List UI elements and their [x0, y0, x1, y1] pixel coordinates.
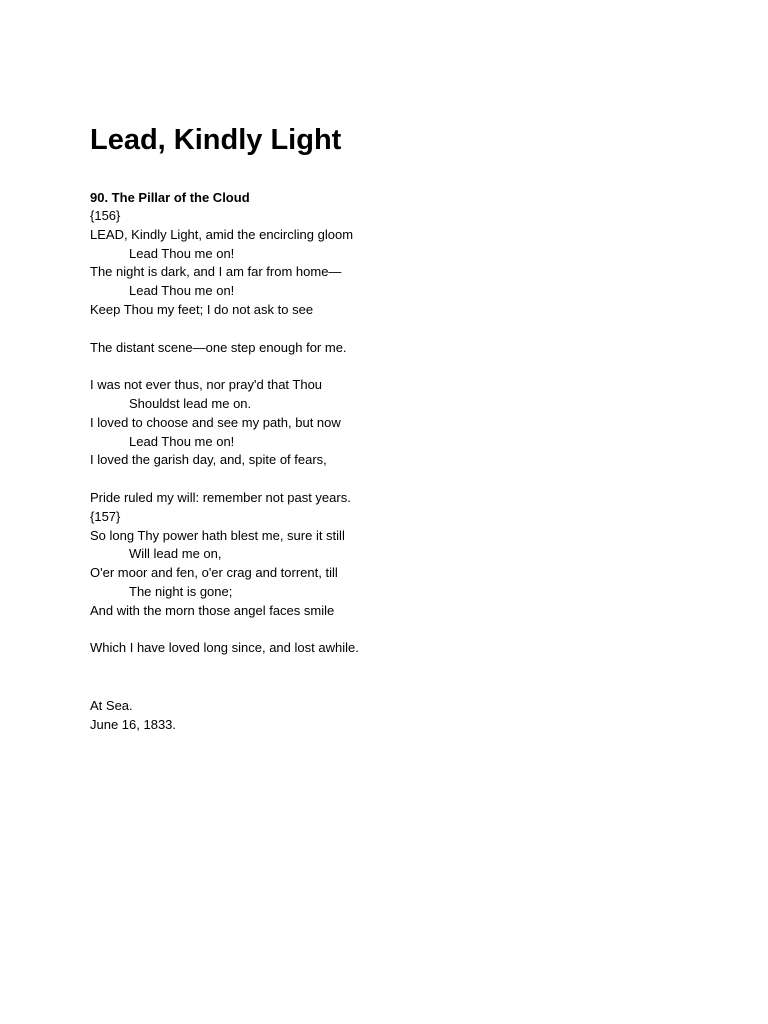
poem-line: Keep Thou my feet; I do not ask to see — [90, 301, 314, 317]
poem-line: Shouldst lead me on. — [129, 395, 252, 411]
poem-line: Lead Thou me on! — [129, 433, 235, 449]
poem-line: The distant scene—one step enough for me. — [90, 339, 347, 355]
signoff-place: At Sea. — [90, 698, 133, 713]
poem-line: Pride ruled my will: remember not past years. — [90, 489, 351, 505]
poem-line: {157} — [90, 508, 121, 524]
poem-line: I was not ever thus, nor pray'd that Thou — [90, 377, 323, 393]
poem-line: And with the morn those angel faces smile — [90, 602, 335, 618]
poem-line: Will lead me on, — [129, 546, 222, 562]
poem-line: So long Thy power hath blest me, sure it still — [90, 527, 345, 543]
poem-line: Lead Thou me on! — [129, 283, 235, 299]
stanza-gap — [90, 621, 359, 640]
poem-line: LEAD, Kindly Light, amid the encircling gloom — [90, 226, 354, 242]
poem-body — [90, 207, 359, 658]
poem-line: O'er moor and fen, o'er crag and torrent, till — [90, 565, 338, 581]
document-title: Lead, Kindly Light — [90, 124, 342, 156]
poem-line: {156} — [90, 208, 121, 223]
signoff — [90, 696, 176, 734]
poem-line: Lead Thou me on! — [129, 245, 235, 261]
stanza-gap — [90, 320, 359, 339]
stanza-gap — [90, 470, 359, 489]
poem-line: I loved the garish day, and, spite of fears, — [90, 452, 327, 468]
poem-line: The night is dark, and I am far from home— — [90, 264, 342, 280]
poem-line: I loved to choose and see my path, but now — [90, 414, 341, 430]
signoff-date: June 16, 1833. — [90, 717, 177, 732]
poem-line: The night is gone; — [129, 583, 233, 599]
poem-line: Which I have loved long since, and lost awhile. — [90, 640, 359, 656]
poem-heading: 90. The Pillar of the Cloud — [90, 190, 250, 205]
stanza-gap — [90, 357, 359, 376]
